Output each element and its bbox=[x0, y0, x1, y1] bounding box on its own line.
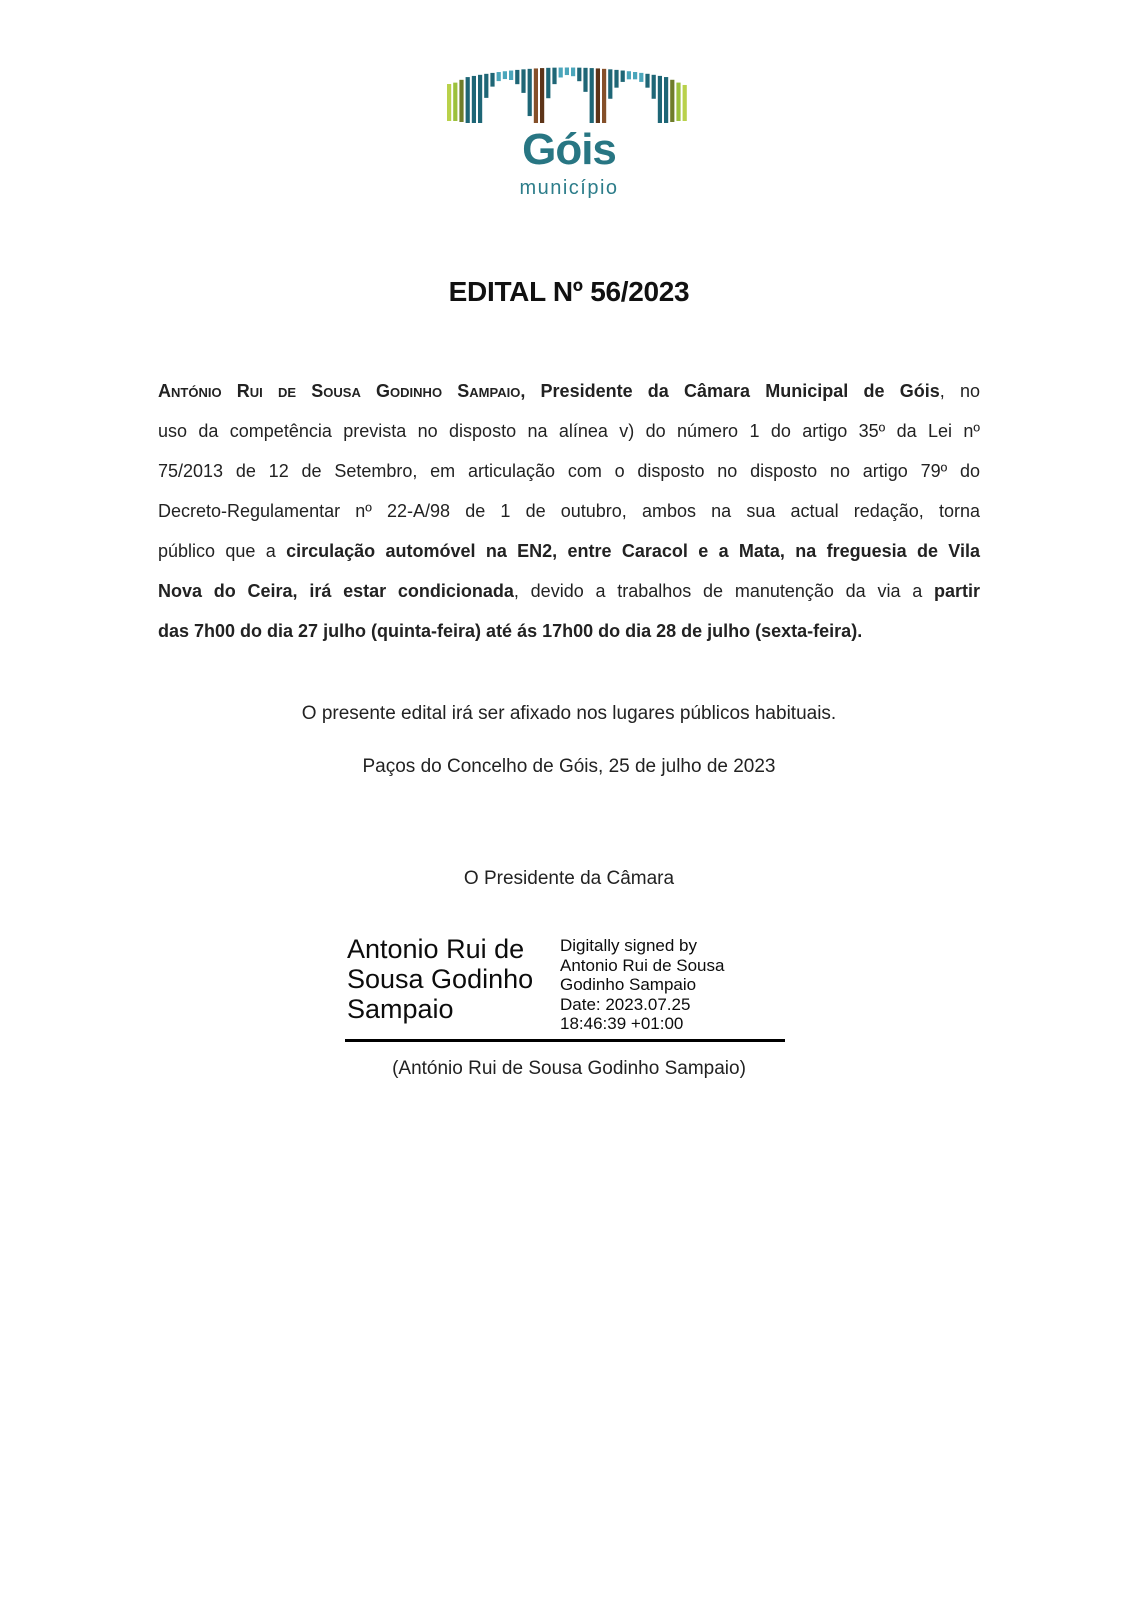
edital-body-paragraph bbox=[158, 371, 980, 651]
president-role-label: O Presidente da Câmara bbox=[463, 868, 675, 889]
digital-signature-details: Digitally signed by Antonio Rui de Sousa Godinho Sampaio Date: 2023.07.25 18:46:39 +01:00 bbox=[560, 936, 725, 1033]
place-date-line: Paços do Concelho de Góis, 25 de julho de 2023 bbox=[362, 756, 776, 777]
bridge-logo-icon bbox=[447, 66, 689, 126]
body-line: das 7h00 do dia 27 julho (quinta-feira) até ás 17h00 do dia 28 de julho (sexta-feira). bbox=[158, 621, 863, 641]
body-line: público que a circulação automóvel na EN2, entre Caracol e a Mata, na freguesia de Vila bbox=[158, 541, 981, 561]
signature-line bbox=[345, 1039, 785, 1042]
affixed-notice: O presente edital irá ser afixado nos lugares públicos habituais. bbox=[301, 703, 837, 724]
printed-name: (António Rui de Sousa Godinho Sampaio) bbox=[392, 1058, 746, 1079]
body-line: uso da competência prevista no disposto na alínea v) do número 1 do artigo 35º da Lei nº bbox=[158, 421, 980, 441]
edital-title: EDITAL Nº 56/2023 bbox=[448, 276, 690, 307]
body-line: 75/2013 de 12 de Setembro, em articulação com o disposto no disposto no artigo 79º do bbox=[158, 461, 980, 481]
body-line: Decreto-Regulamentar nº 22-A/98 de 1 de outubro, ambos na sua actual redação, torna bbox=[158, 501, 980, 521]
logo-subtitle: município bbox=[519, 177, 619, 199]
digital-signature-name: Antonio Rui de Sousa Godinho Sampaio bbox=[347, 934, 534, 1024]
logo-title: Góis bbox=[522, 125, 616, 174]
body-line: António Rui de Sousa Godinho Sampaio, Presidente da Câmara Municipal de Góis, no bbox=[158, 381, 980, 401]
body-line: Nova do Ceira, irá estar condicionada, devido a trabalhos de manutenção da via a partir bbox=[158, 581, 980, 601]
